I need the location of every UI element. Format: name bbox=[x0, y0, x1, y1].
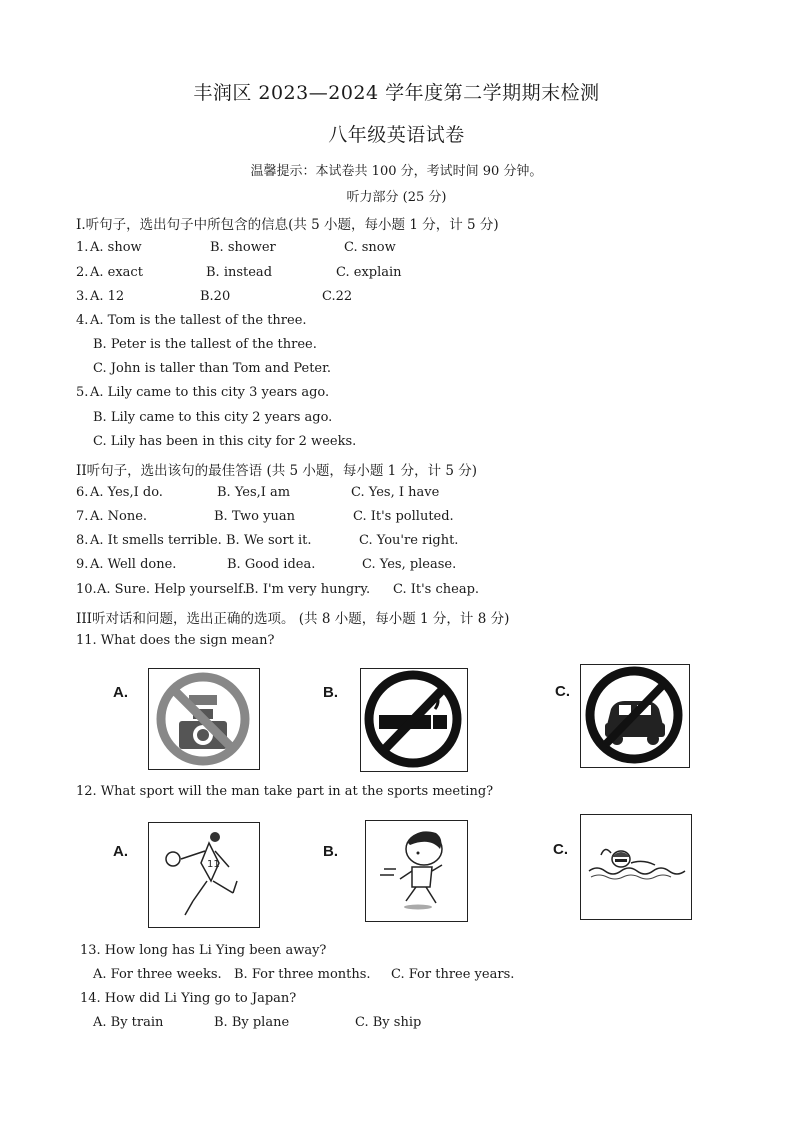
part3-heading: III听对话和问题，选出正确的选项。 (共 8 小题，每小题 1 分，计 8 分) bbox=[76, 611, 510, 627]
question-14-text: 14. How did Li Ying go to Japan? bbox=[80, 991, 297, 1006]
option-a-label: A. bbox=[113, 843, 128, 860]
swimmer-icon bbox=[581, 815, 690, 918]
option-c: C. Lily has been in this city for 2 weeks. bbox=[93, 434, 357, 449]
option-a: A. Well done. bbox=[90, 557, 177, 572]
question-number: 2. bbox=[76, 265, 89, 280]
option-b: B. Good idea. bbox=[227, 557, 316, 572]
no-cars-sign bbox=[580, 664, 690, 768]
question-number: 1. bbox=[76, 240, 89, 255]
jersey-number: 11 bbox=[207, 859, 220, 870]
question-13-option-c: C. For three years. bbox=[391, 967, 515, 982]
option-c: C. Yes, please. bbox=[362, 557, 457, 572]
listening-section-label: 听力部分 (25 分) bbox=[346, 190, 447, 205]
question-number: 5. bbox=[76, 385, 89, 400]
option-c-label: C. bbox=[553, 841, 568, 858]
question-14-option-b: B. By plane bbox=[214, 1015, 290, 1030]
question-14-option-a: A. By train bbox=[93, 1015, 164, 1030]
basketball-player-icon bbox=[149, 823, 258, 926]
question-number: 3. bbox=[76, 289, 89, 304]
part2-heading: II听句子，选出该句的最佳答语 (共 5 小题，每小题 1 分，计 5 分) bbox=[76, 463, 478, 479]
question-number: 10. bbox=[76, 582, 97, 597]
option-a: A. Sure. Help yourself. bbox=[97, 582, 247, 597]
option-c: C. You're right. bbox=[359, 533, 459, 548]
option-b: B. shower bbox=[210, 240, 276, 255]
option-c: C. It's cheap. bbox=[393, 582, 480, 597]
exam-tip: 温馨提示：本试卷共 100 分，考试时间 90 分钟。 bbox=[250, 164, 543, 179]
running-boy-icon bbox=[366, 821, 466, 920]
no-car-icon bbox=[581, 665, 688, 766]
no-smoking-sign bbox=[360, 668, 468, 772]
question-12-text: 12. What sport will the man take part in at the sports meeting? bbox=[76, 784, 494, 799]
option-b: B. Lily came to this city 2 years ago. bbox=[93, 410, 333, 425]
option-c: C. Yes, I have bbox=[351, 485, 440, 500]
no-smoking-icon bbox=[361, 669, 466, 770]
swimming-picture bbox=[580, 814, 692, 920]
question-14-option-c: C. By ship bbox=[355, 1015, 422, 1030]
question-13-option-b: B. For three months. bbox=[234, 967, 371, 982]
option-a: A. Tom is the tallest of the three. bbox=[90, 313, 307, 328]
question-11-text: 11. What does the sign mean? bbox=[76, 633, 275, 648]
option-b: B. Two yuan bbox=[214, 509, 295, 524]
option-a: A. Yes,I do. bbox=[90, 485, 163, 500]
option-a: A. None. bbox=[90, 509, 148, 524]
question-13-option-a: A. For three weeks. bbox=[93, 967, 222, 982]
option-a: A. It smells terrible. bbox=[90, 533, 222, 548]
question-number: 7. bbox=[76, 509, 89, 524]
option-b: B. instead bbox=[206, 265, 273, 280]
option-a-label: A. bbox=[113, 684, 128, 701]
option-b-label: B. bbox=[323, 843, 338, 860]
option-a: A. 12 bbox=[90, 289, 125, 304]
question-13-text: 13. How long has Li Ying been away? bbox=[80, 943, 327, 958]
exam-subtitle: 八年级英语试卷 bbox=[328, 124, 465, 146]
part1-heading: I.听句子，选出句子中所包含的信息(共 5 小题，每小题 1 分，计 5 分) bbox=[76, 217, 499, 233]
question-number: 8. bbox=[76, 533, 89, 548]
option-c: C.22 bbox=[322, 289, 353, 304]
option-b: B.20 bbox=[200, 289, 231, 304]
option-b: B. Peter is the tallest of the three. bbox=[93, 337, 317, 352]
question-number: 9. bbox=[76, 557, 89, 572]
running-picture bbox=[365, 820, 468, 922]
option-a: A. Lily came to this city 3 years ago. bbox=[90, 385, 330, 400]
option-c: C. John is taller than Tom and Peter. bbox=[93, 361, 332, 376]
option-a: A. show bbox=[90, 240, 142, 255]
no-camera-icon bbox=[149, 669, 258, 768]
option-b: B. I'm very hungry. bbox=[245, 582, 371, 597]
option-a: A. exact bbox=[90, 265, 143, 280]
question-number: 6. bbox=[76, 485, 89, 500]
option-c: C. snow bbox=[344, 240, 396, 255]
option-b: B. Yes,I am bbox=[217, 485, 291, 500]
option-c: C. It's polluted. bbox=[353, 509, 454, 524]
option-b: B. We sort it. bbox=[226, 533, 312, 548]
no-photography-sign bbox=[148, 668, 260, 770]
option-c-label: C. bbox=[555, 683, 570, 700]
option-b-label: B. bbox=[323, 684, 338, 701]
exam-title: 丰润区 2023—2024 学年度第二学期期末检测 bbox=[193, 82, 600, 104]
question-number: 4. bbox=[76, 313, 89, 328]
option-c: C. explain bbox=[336, 265, 402, 280]
basketball-picture bbox=[148, 822, 260, 928]
